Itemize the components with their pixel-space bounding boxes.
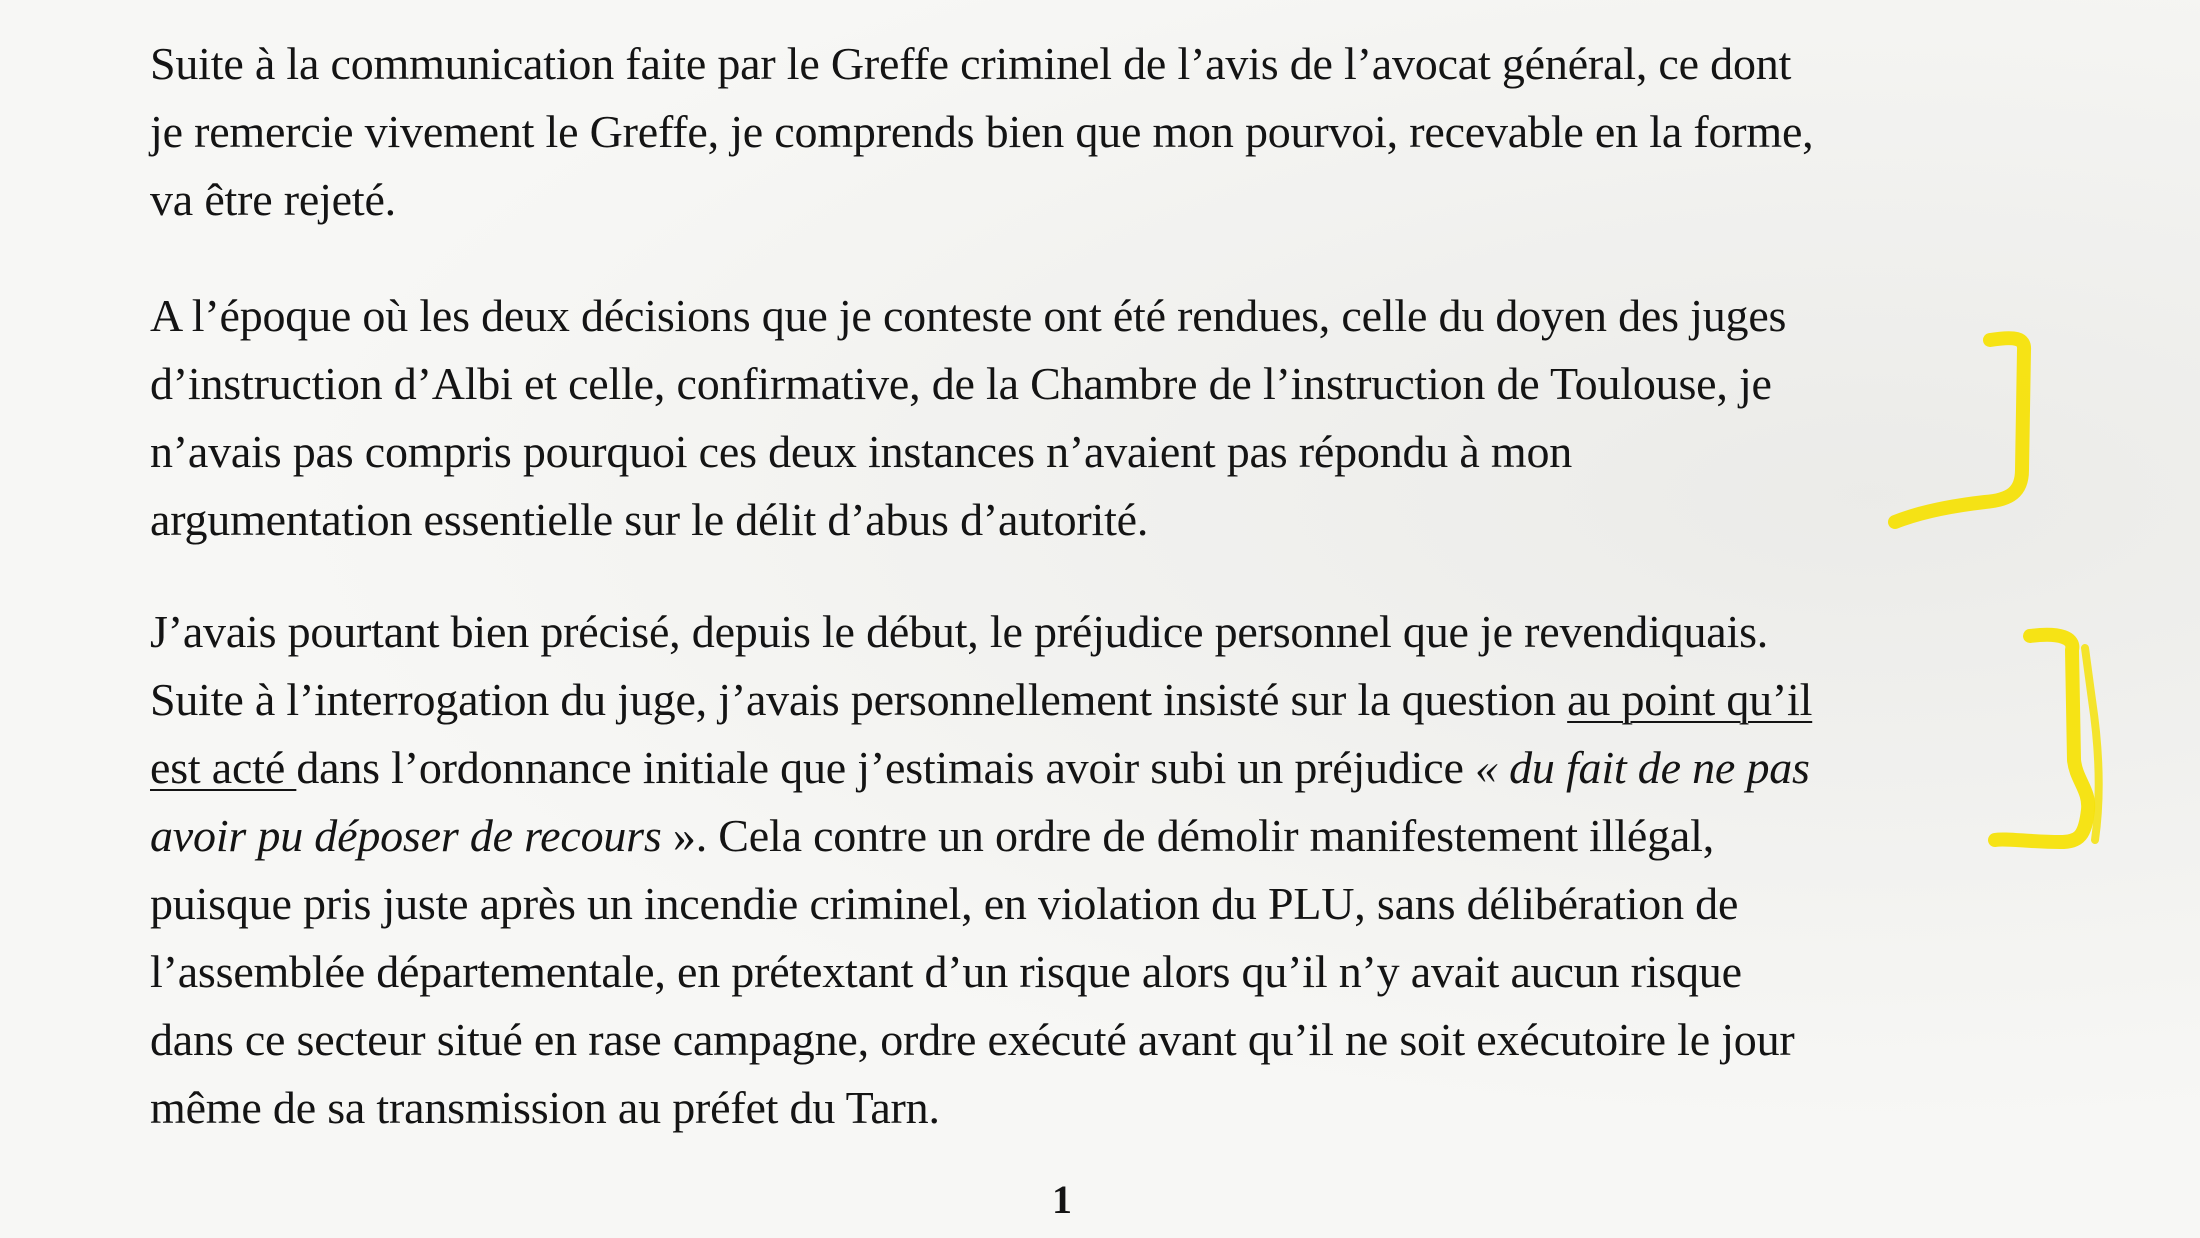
text-line: J’avais pourtant bien précisé, depuis le début, le préjudice personnel que je revendiquais. bbox=[150, 606, 1769, 657]
text-line: Suite à la communication faite par le Greffe criminel de l’avis de l’avocat général, ce dont bbox=[150, 38, 1792, 89]
underlined-phrase: au point qu’il bbox=[1567, 674, 1813, 725]
underlined-phrase: est acté bbox=[150, 742, 297, 793]
page-number: 1 bbox=[1052, 1177, 1072, 1222]
text-line: d’instruction d’Albi et celle, confirmative, de la Chambre de l’instruction de Toulouse, je bbox=[150, 358, 1772, 409]
text-run: dans l’ordonnance initiale que j’estimais avoir subi un préjudice bbox=[296, 742, 1475, 793]
text-line: puisque pris juste après un incendie criminel, en violation du PLU, sans délibération de bbox=[150, 878, 1739, 929]
text-line: l’assemblée départementale, en prétextant d’un risque alors qu’il n’y avait aucun risque bbox=[150, 946, 1742, 997]
text-line: dans ce secteur situé en rase campagne, ordre exécuté avant qu’il ne soit exécutoire le jour bbox=[150, 1014, 1795, 1065]
text-run: ». Cela contre un ordre de démolir manifestement illégal, bbox=[661, 810, 1715, 861]
text-line: n’avais pas compris pourquoi ces deux instances n’avaient pas répondu à mon bbox=[150, 426, 1573, 477]
text-run: Suite à l’interrogation du juge, j’avais personnellement insisté sur la question bbox=[150, 674, 1568, 725]
highlighter-bracket-2 bbox=[1995, 635, 2088, 842]
quoted-phrase: avoir pu déposer de recours bbox=[150, 810, 662, 861]
text-line: même de sa transmission au préfet du Tarn. bbox=[150, 1082, 940, 1133]
text-line: A l’époque où les deux décisions que je conteste ont été rendues, celle du doyen des juges bbox=[150, 290, 1787, 341]
text-line: je remercie vivement le Greffe, je comprends bien que mon pourvoi, recevable en la forme, bbox=[150, 106, 1814, 157]
quoted-phrase: « du fait de ne pas bbox=[1474, 742, 1810, 793]
highlighter-bracket-1 bbox=[1895, 338, 2024, 522]
text-line: va être rejeté. bbox=[150, 174, 396, 225]
text-line: argumentation essentielle sur le délit d’abus d’autorité. bbox=[150, 494, 1149, 545]
